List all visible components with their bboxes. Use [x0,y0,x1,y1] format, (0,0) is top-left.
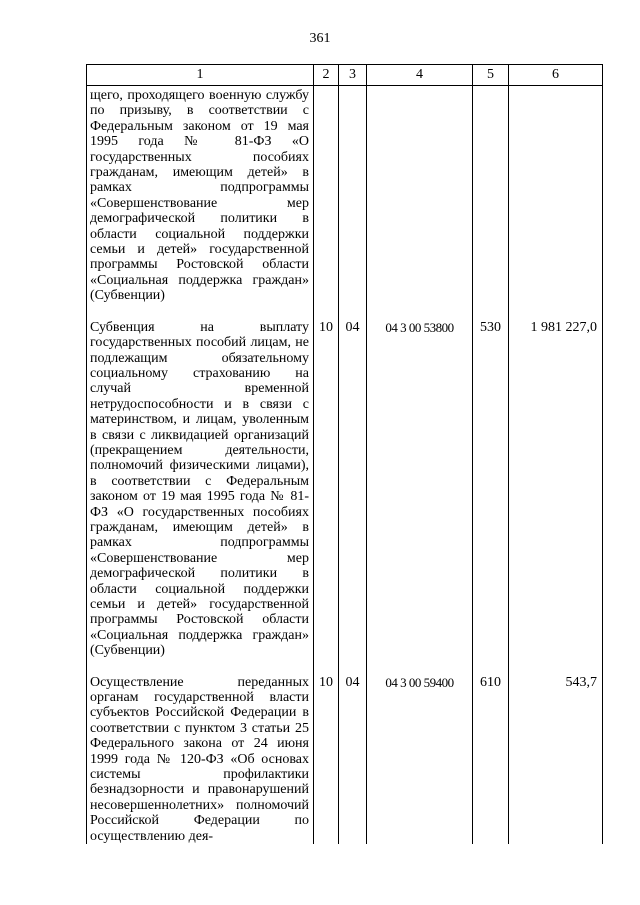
table-row [87,312,603,667]
row-section [314,86,339,312]
row-target-code [367,86,473,312]
row-description: щего, проходящего военную службу по призыву, в соответствии с Федеральным законом от 19 мая 1995 года № 81-ФЗ «О государственных пособиях гражданам, имеющим детей» в рамках подпрограммы «Совершенствование мер демографической политики в области социальной поддержки семьи и детей» государственной программы Ростовской области «Социальная поддержка граждан» (Субвенции) [87,86,314,312]
row-description: Субвенция на выплату государственных пособий лицам, не подлежащим обязательному социальному страхованию на случай временной нетрудоспособности и в связи с материнством, и лицам, уволенным в связи с ликвидацией организаций (прекращением деятельности, полномочий физическими лицами), в соответствии с Федеральным законом от 19 мая 1995 года № 81-ФЗ «О государственных пособиях гражданам, имеющим детей» в рамках подпрограммы «Совершенствование мер демографической политики в области социальной поддержки семьи и детей» государственной программы Ростовской области «Социальная поддержка граждан» (Субвенции) [87,312,314,667]
column-header-6: 6 [509,65,603,86]
row-section: 10 [314,312,339,667]
row-subsection: 04 [339,667,367,844]
row-amount: 543,7 [509,667,603,844]
column-header-5: 5 [473,65,509,86]
header-row [87,65,603,86]
page-number: 361 [309,31,331,46]
table-row [87,86,603,312]
column-header-3: 3 [339,65,367,86]
column-header-2: 2 [314,65,339,86]
row-target-code: 04 3 00 59400 [367,667,473,844]
column-header-4: 4 [367,65,473,86]
row-expense-type: 610 [473,667,509,844]
row-target-code: 04 3 00 53800 [367,312,473,667]
row-amount [509,86,603,312]
row-subsection [339,86,367,312]
budget-table [86,64,603,844]
row-expense-type [473,86,509,312]
row-description: Осуществление переданных органам государственной власти субъектов Российской Федерации в соответствии с пунктом 3 статьи 25 Федерального закона от 24 июня 1999 года № 120-ФЗ «Об основах системы профилактики безнадзорности и правонарушений несовершеннолетних» полномочий Российской Федерации по осуществлению дея- [87,667,314,844]
table-row [87,667,603,844]
row-amount: 1 981 227,0 [509,312,603,667]
row-expense-type: 530 [473,312,509,667]
column-header-1: 1 [87,65,314,86]
row-subsection: 04 [339,312,367,667]
row-section: 10 [314,667,339,844]
